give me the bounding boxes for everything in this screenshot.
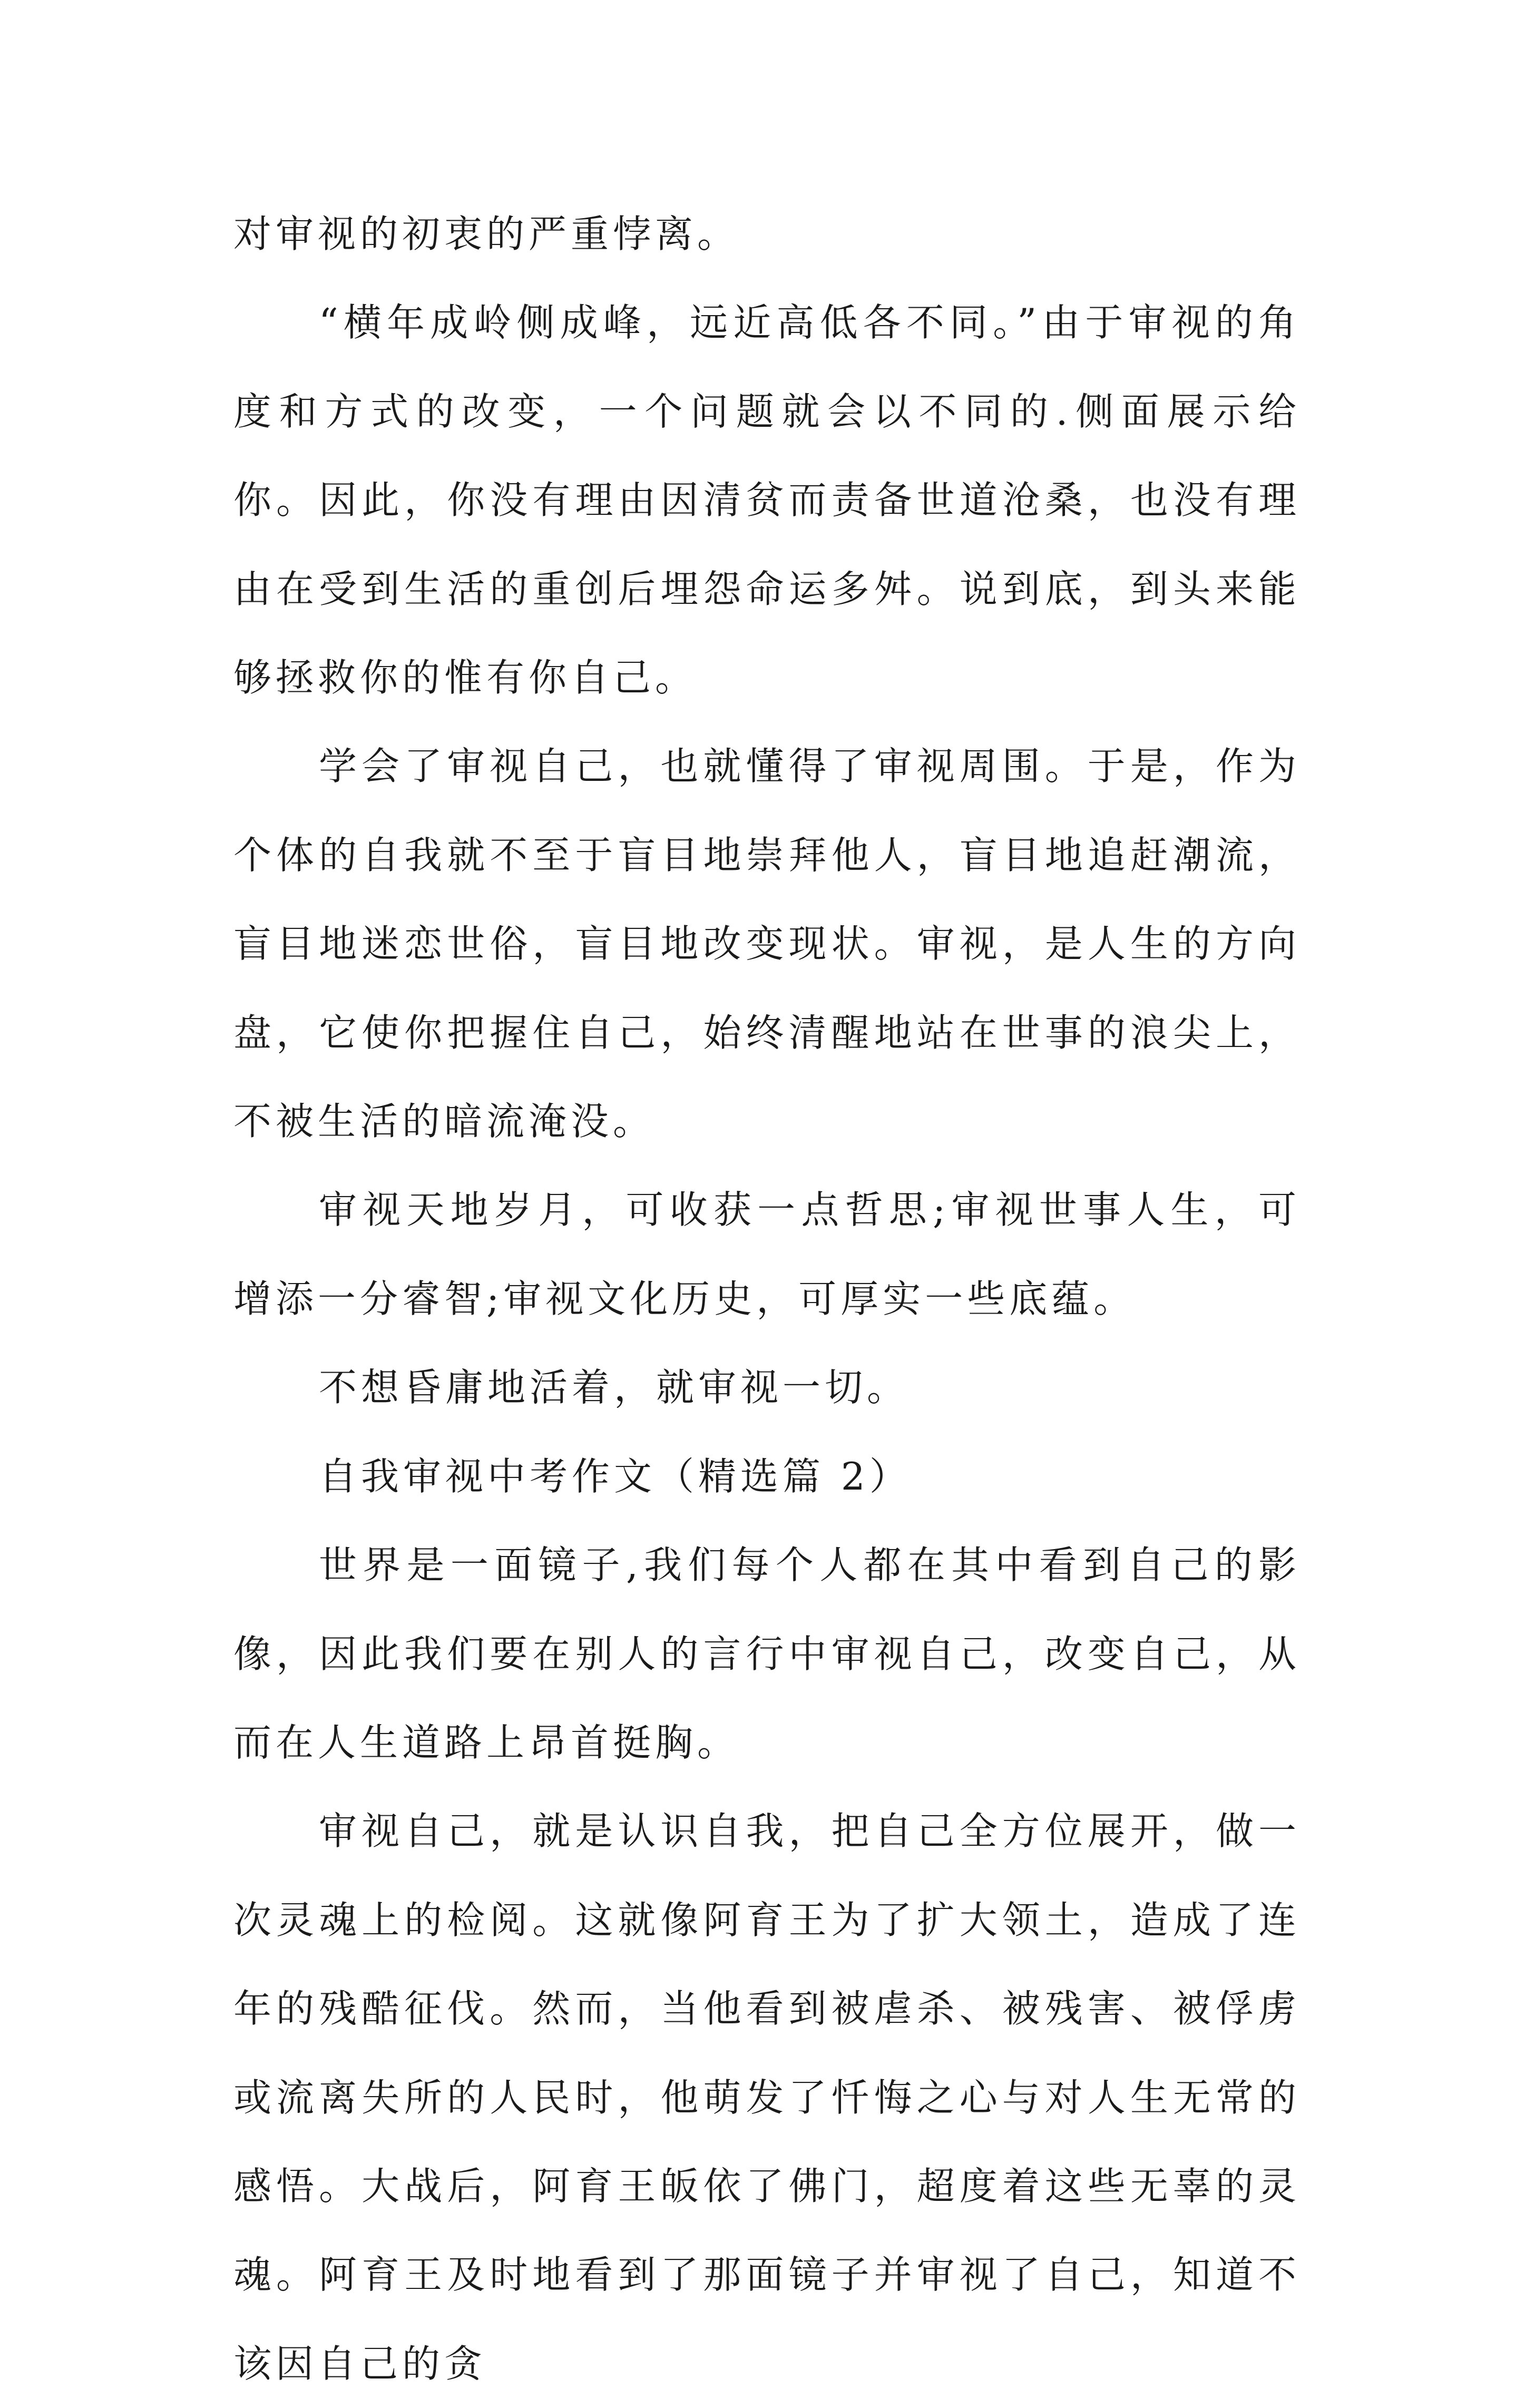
paragraph-4: 审视天地岁月，可收获一点哲思;审视世事人生，可增添一分睿智;审视文化历史，可厚实一些底蕴。 [233, 1188, 1301, 1321]
paragraph-2: “横年成岭侧成峰，远近高低各不同。”由于审视的角度和方式的改变，一个问题就会以不同的.侧面展示给你。因此，你没有理由因清贫而责备世道沧桑，也没有理由在受到生活的重创后埋怨命运多舛。说到底，到头来能够拯救你的惟有你自己。 [233, 300, 1301, 700]
section-heading: 自我审视中考作文（精选篇 2） [319, 1454, 912, 1499]
paragraph-1: 对审视的初衷的严重悖离。 [233, 212, 740, 256]
paragraph-5: 不想昏庸地活着，就审视一切。 [319, 1365, 910, 1410]
document-body [233, 190, 1301, 2408]
paragraph-7: 审视自己，就是认识自我，把自己全方位展开，做一次灵魂上的检阅。这就像阿育王为了扩大领土，造成了连年的残酷征伐。然而，当他看到被虐杀、被残害、被俘虏或流离失所的人民时，他萌发了忏悔之心与对人生无常的感悟。大战后，阿育王皈依了佛门，超度着这些无辜的灵魂。阿育王及时地看到了那面镜子并审视了自己，知道不该因自己的贪 [233, 1809, 1301, 2386]
paragraph-3: 学会了审视自己，也就懂得了审视周围。于是，作为个体的自我就不至于盲目地崇拜他人，盲目地追赶潮流，盲目地迷恋世俗，盲目地改变现状。审视，是人生的方向盘，它使你把握住自己，始终清醒地站在世事的浪尖上，不被生活的暗流淹没。 [233, 744, 1301, 1144]
paragraph-6: 世界是一面镜子,我们每个人都在其中看到自己的影像，因此我们要在别人的言行中审视自己，改变自己，从而在人生道路上昂首挺胸。 [233, 1543, 1301, 1765]
